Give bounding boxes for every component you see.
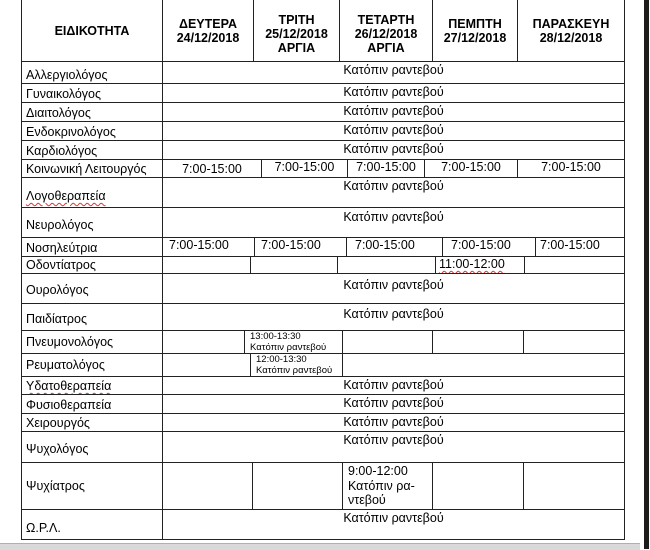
specialty-pulmonologist: [21, 330, 163, 354]
header-specialty-label: ΕΙΔΙΚΟΤΗΤΑ: [54, 23, 130, 38]
schedule-cell: [162, 353, 251, 377]
time-range: 13:00-13:30: [250, 331, 301, 342]
appointment-text: Κατόπιν ραντεβού: [343, 307, 444, 321]
appointment-text: Κατόπιν ραντεβού: [343, 63, 444, 77]
appointment-text: Κατόπιν ραντεβού: [343, 378, 444, 392]
time-range: 7:00-15:00: [451, 238, 511, 252]
schedule-cell: [162, 330, 245, 354]
specialty-gynecologist: [21, 83, 163, 103]
specialty-label: Ψυχολόγος: [26, 442, 89, 456]
holiday-note: ΑΡΓΙΑ: [367, 40, 405, 55]
day-name: ΤΕΤΑΡΤΗ: [357, 12, 415, 27]
time-range: 12:00-13:30: [256, 354, 307, 365]
specialty-ent: [21, 509, 163, 540]
specialty-physiotherapy: [21, 394, 163, 414]
schedule-cell-merged: [162, 121, 625, 141]
schedule-cell-merged: [162, 394, 625, 414]
schedule-cell: [535, 237, 625, 257]
day-name: ΤΡΙΤΗ: [278, 12, 315, 27]
schedule-cell: [432, 330, 524, 354]
specialty-speech-therapy: [21, 177, 163, 208]
schedule-cell: [244, 330, 343, 354]
specialty-label: Οδοντίατρος: [26, 258, 96, 272]
schedule-cell: [162, 462, 253, 510]
specialty-label: Γυναικολόγος: [26, 87, 102, 101]
specialty-social-worker: [21, 159, 163, 178]
specialty-label: Φυσιοθεραπεία: [26, 398, 112, 412]
specialty-rheumatologist: [21, 353, 163, 377]
appointment-text: Κατόπιν ραντεβού: [343, 415, 444, 429]
specialty-label: Κοινωνική Λειτουργός: [26, 162, 147, 176]
schedule-cell: [347, 159, 425, 178]
appointment-text: Κατόπιν ραντεβού: [343, 85, 444, 99]
time-range: 7:00-15:00: [169, 238, 229, 252]
specialty-label: Ουρολόγος: [26, 283, 89, 297]
schedule-cell-merged: [162, 509, 625, 540]
specialty-label: Ενδοκρινολόγος: [26, 125, 116, 139]
time-range: 7:00-15:00: [274, 160, 335, 174]
appointment-text: Κατόπιν ραντεβού: [250, 342, 327, 353]
schedule-cell: [523, 462, 625, 510]
specialty-surgeon: [21, 413, 163, 432]
schedule-cell: [250, 353, 343, 377]
schedule-table: [22, 0, 625, 540]
scrollbar-track[interactable]: [644, 0, 649, 549]
schedule-cell: [162, 256, 251, 274]
day-date: 25/12/2018: [265, 26, 328, 41]
appointment-text: Κατόπιν ραντεβού: [256, 365, 333, 376]
schedule-cell: [250, 256, 338, 274]
day-name: ΠΑΡΑΣΚΕΥΗ: [532, 16, 610, 31]
day-date: 24/12/2018: [176, 30, 240, 45]
schedule-cell: [252, 462, 343, 510]
schedule-cell: [261, 159, 348, 178]
header-day-monday: [162, 0, 254, 62]
specialty-label: Νοσηλεύτρια: [26, 241, 98, 255]
appointment-text: Κατόπιν ραντεβού: [343, 210, 444, 224]
specialty-label: Παιδίατρος: [26, 312, 88, 326]
schedule-cell: [342, 462, 433, 510]
schedule-cell-merged: [162, 207, 625, 238]
specialty-allergist: [21, 61, 163, 84]
schedule-cell: [442, 237, 536, 257]
appointment-text: Κατόπιν ραντεβού: [343, 142, 444, 156]
header-day-friday: [517, 0, 625, 62]
vertical-scrollbar[interactable]: [640, 0, 650, 549]
appointment-text: Κατόπιν ραντεβού: [343, 433, 444, 447]
time-range: 7:00-15:00: [441, 160, 501, 174]
schedule-cell-merged: [162, 273, 625, 304]
appointment-text: Κατόπιν ραντεβού: [343, 123, 444, 137]
header-day-thursday: [432, 0, 518, 62]
specialty-label: Πνευμονολόγος: [26, 334, 114, 349]
specialty-cardiologist: [21, 140, 163, 160]
holiday-note: ΑΡΓΙΑ: [277, 40, 316, 55]
schedule-cell-merged: [162, 413, 625, 432]
header-day-tuesday: [253, 0, 340, 62]
schedule-cell-merged: [162, 177, 625, 208]
specialty-nurse: [21, 237, 163, 257]
schedule-cell: [524, 256, 625, 274]
schedule-cell: [517, 159, 625, 178]
time-range: 7:00-15:00: [182, 162, 242, 176]
schedule-cell: [346, 237, 443, 257]
appointment-text: Κατόπιν ραντεβού: [343, 179, 444, 193]
time-range: 7:00-15:00: [541, 160, 601, 174]
schedule-cell: [254, 237, 347, 257]
schedule-cell: [162, 237, 255, 257]
time-range: 7:00-15:00: [355, 238, 415, 252]
specialty-label: Νευρολόγος: [26, 218, 94, 232]
specialty-label: Ρευματολόγος: [26, 357, 105, 372]
schedule-cell-merged: [342, 353, 625, 377]
schedule-cell: [162, 159, 262, 178]
day-name: ΠΕΜΠΤΗ: [448, 16, 502, 31]
schedule-cell: [342, 330, 433, 354]
schedule-cell-merged: [162, 83, 625, 103]
appointment-text: Κατόπιν ρα-: [348, 478, 415, 493]
specialty-label: Χειρουργός: [26, 416, 90, 430]
day-name: ΔΕΥΤΕΡΑ: [178, 16, 238, 31]
schedule-cell-merged: [162, 431, 625, 463]
schedule-cell: [337, 256, 436, 274]
schedule-cell-merged: [162, 140, 625, 160]
specialty-dietitian: [21, 102, 163, 122]
schedule-cell: [432, 462, 524, 510]
specialty-label: Ω.Ρ.Λ.: [26, 521, 61, 535]
schedule-cell: [435, 256, 525, 274]
schedule-cell: [424, 159, 518, 178]
specialty-label: Καρδιολόγος: [26, 144, 98, 158]
specialty-neurologist: [21, 207, 163, 238]
specialty-label: Λογοθεραπεία: [26, 189, 106, 203]
day-date: 26/12/2018: [354, 26, 418, 41]
specialty-label: Διαιτολόγος: [26, 106, 91, 120]
header-specialty: [21, 0, 163, 62]
time-range: 7:00-15:00: [261, 238, 321, 252]
time-range: 9:00-12:00: [348, 464, 408, 478]
schedule-cell: [523, 330, 625, 354]
specialty-pediatrician: [21, 303, 163, 331]
specialty-hydrotherapy: [21, 376, 163, 395]
schedule-cell-merged: [162, 61, 625, 84]
schedule-cell-merged: [162, 376, 625, 395]
day-date: 27/12/2018: [443, 30, 507, 45]
specialty-label: Υδατοθεραπεία: [26, 379, 112, 393]
time-range: 7:00-15:00: [356, 160, 416, 174]
specialty-label: Ψυχίατρος: [26, 478, 85, 493]
day-date: 28/12/2018: [539, 30, 603, 45]
schedule-cell-merged: [162, 303, 625, 331]
time-range: 11:00-12:00: [439, 257, 505, 271]
time-range: 7:00-15:00: [540, 238, 600, 252]
appointment-text: Κατόπιν ραντεβού: [343, 511, 444, 525]
header-day-wednesday: [339, 0, 433, 62]
specialty-label: Αλλεργιολόγος: [26, 68, 108, 82]
specialty-psychiatrist: [21, 462, 163, 510]
appointment-text: Κατόπιν ραντεβού: [343, 396, 444, 410]
appointment-text: Κατόπιν ραντεβού: [343, 278, 444, 292]
specialty-urologist: [21, 273, 163, 304]
schedule-cell-merged: [162, 102, 625, 122]
specialty-dentist: [21, 256, 163, 274]
specialty-psychologist: [21, 431, 163, 463]
appointment-text-cont: ντεβού: [348, 493, 386, 507]
specialty-endocrinologist: [21, 121, 163, 141]
appointment-text: Κατόπιν ραντεβού: [343, 104, 444, 118]
